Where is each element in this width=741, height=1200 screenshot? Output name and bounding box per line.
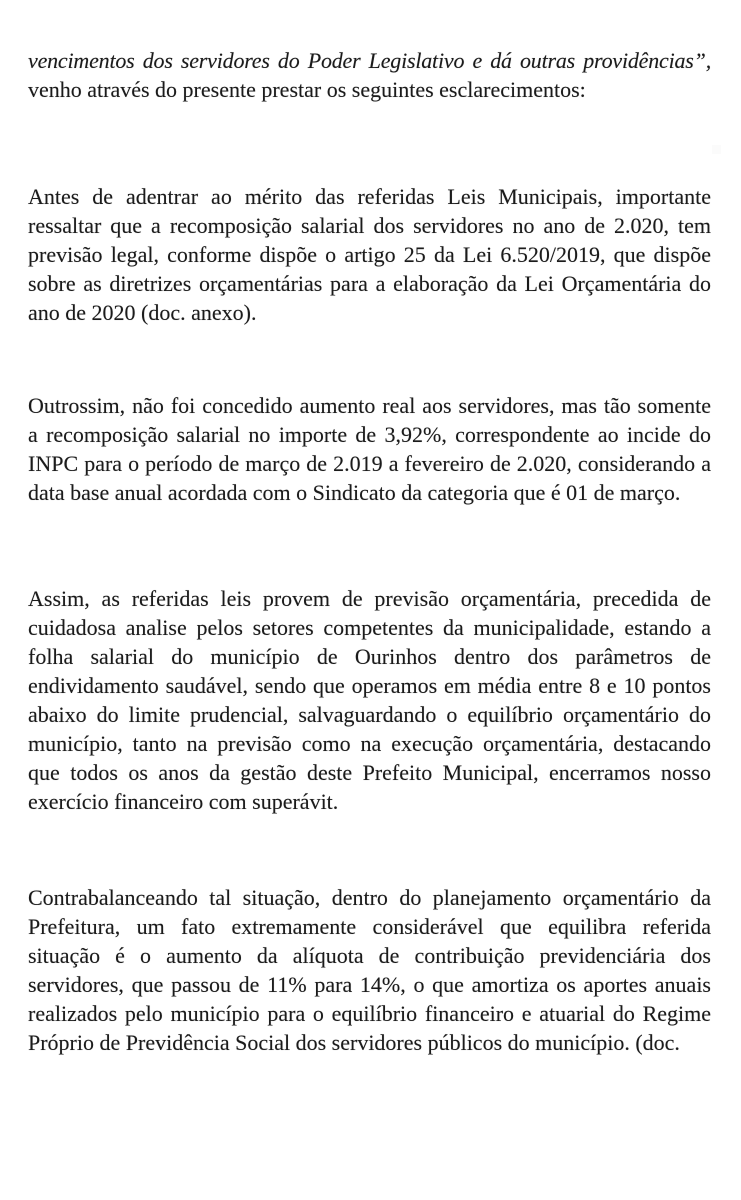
intro-clarification-line: venho através do presente prestar os seguintes esclarecimentos: [28, 77, 586, 102]
scan-artifact [712, 145, 721, 154]
paragraph-quote-continuation [28, 46, 711, 104]
paragraph-contribuicao-previdenciaria: Contrabalanceando tal situação, dentro do planejamento orçamentário da Prefeitura, um fato extremamente considerável que equilibra referida situação é o aumento da alíquota de contribuição previdenciária dos servidores, que passou de 11% para 14%, o que amortiza os aportes anuais realizados pelo município para o equilíbrio financeiro e atuarial do Regime Próprio de Previdência Social dos servidores públicos do município. (doc. [28, 885, 711, 1055]
law-title-quoted-text: vencimentos dos servidores do Poder Legislativo e dá outras providências”, [28, 48, 711, 73]
paragraph-previsao-orcamentaria: Assim, as referidas leis provem de previsão orçamentária, precedida de cuidadosa analise pelos setores competentes da municipalidade, estando a folha salarial do município de Ourinhos dentro dos parâmetros de endividamento saudável, sendo que operamos em média entre 8 e 10 pontos abaixo do limite prudencial, salvaguardando o equilíbrio orçamentário do município, tanto na previsão como na execução orçamentária, destacando que todos os anos da gestão deste Prefeito Municipal, encerramos nosso exercício financeiro com superávit. [28, 586, 711, 814]
paragraph-recomposicao-salarial: Outrossim, não foi concedido aumento real aos servidores, mas tão somente a recomposição salarial no importe de 3,92%, correspondente ao incide do INPC para o período de março de 2.019 a fevereiro de 2.020, considerando a data base anual acordada com o Sindicato da categoria que é 01 de março. [28, 393, 711, 505]
paragraph-previsao-legal: Antes de adentrar ao mérito das referidas Leis Municipais, importante ressaltar que a recomposição salarial dos servidores no ano de 2.020, tem previsão legal, conforme dispõe o artigo 25 da Lei 6.520/2019, que dispõe sobre as diretrizes orçamentárias para a elaboração da Lei Orçamentária do ano de 2020 (doc. anexo). [28, 184, 711, 325]
